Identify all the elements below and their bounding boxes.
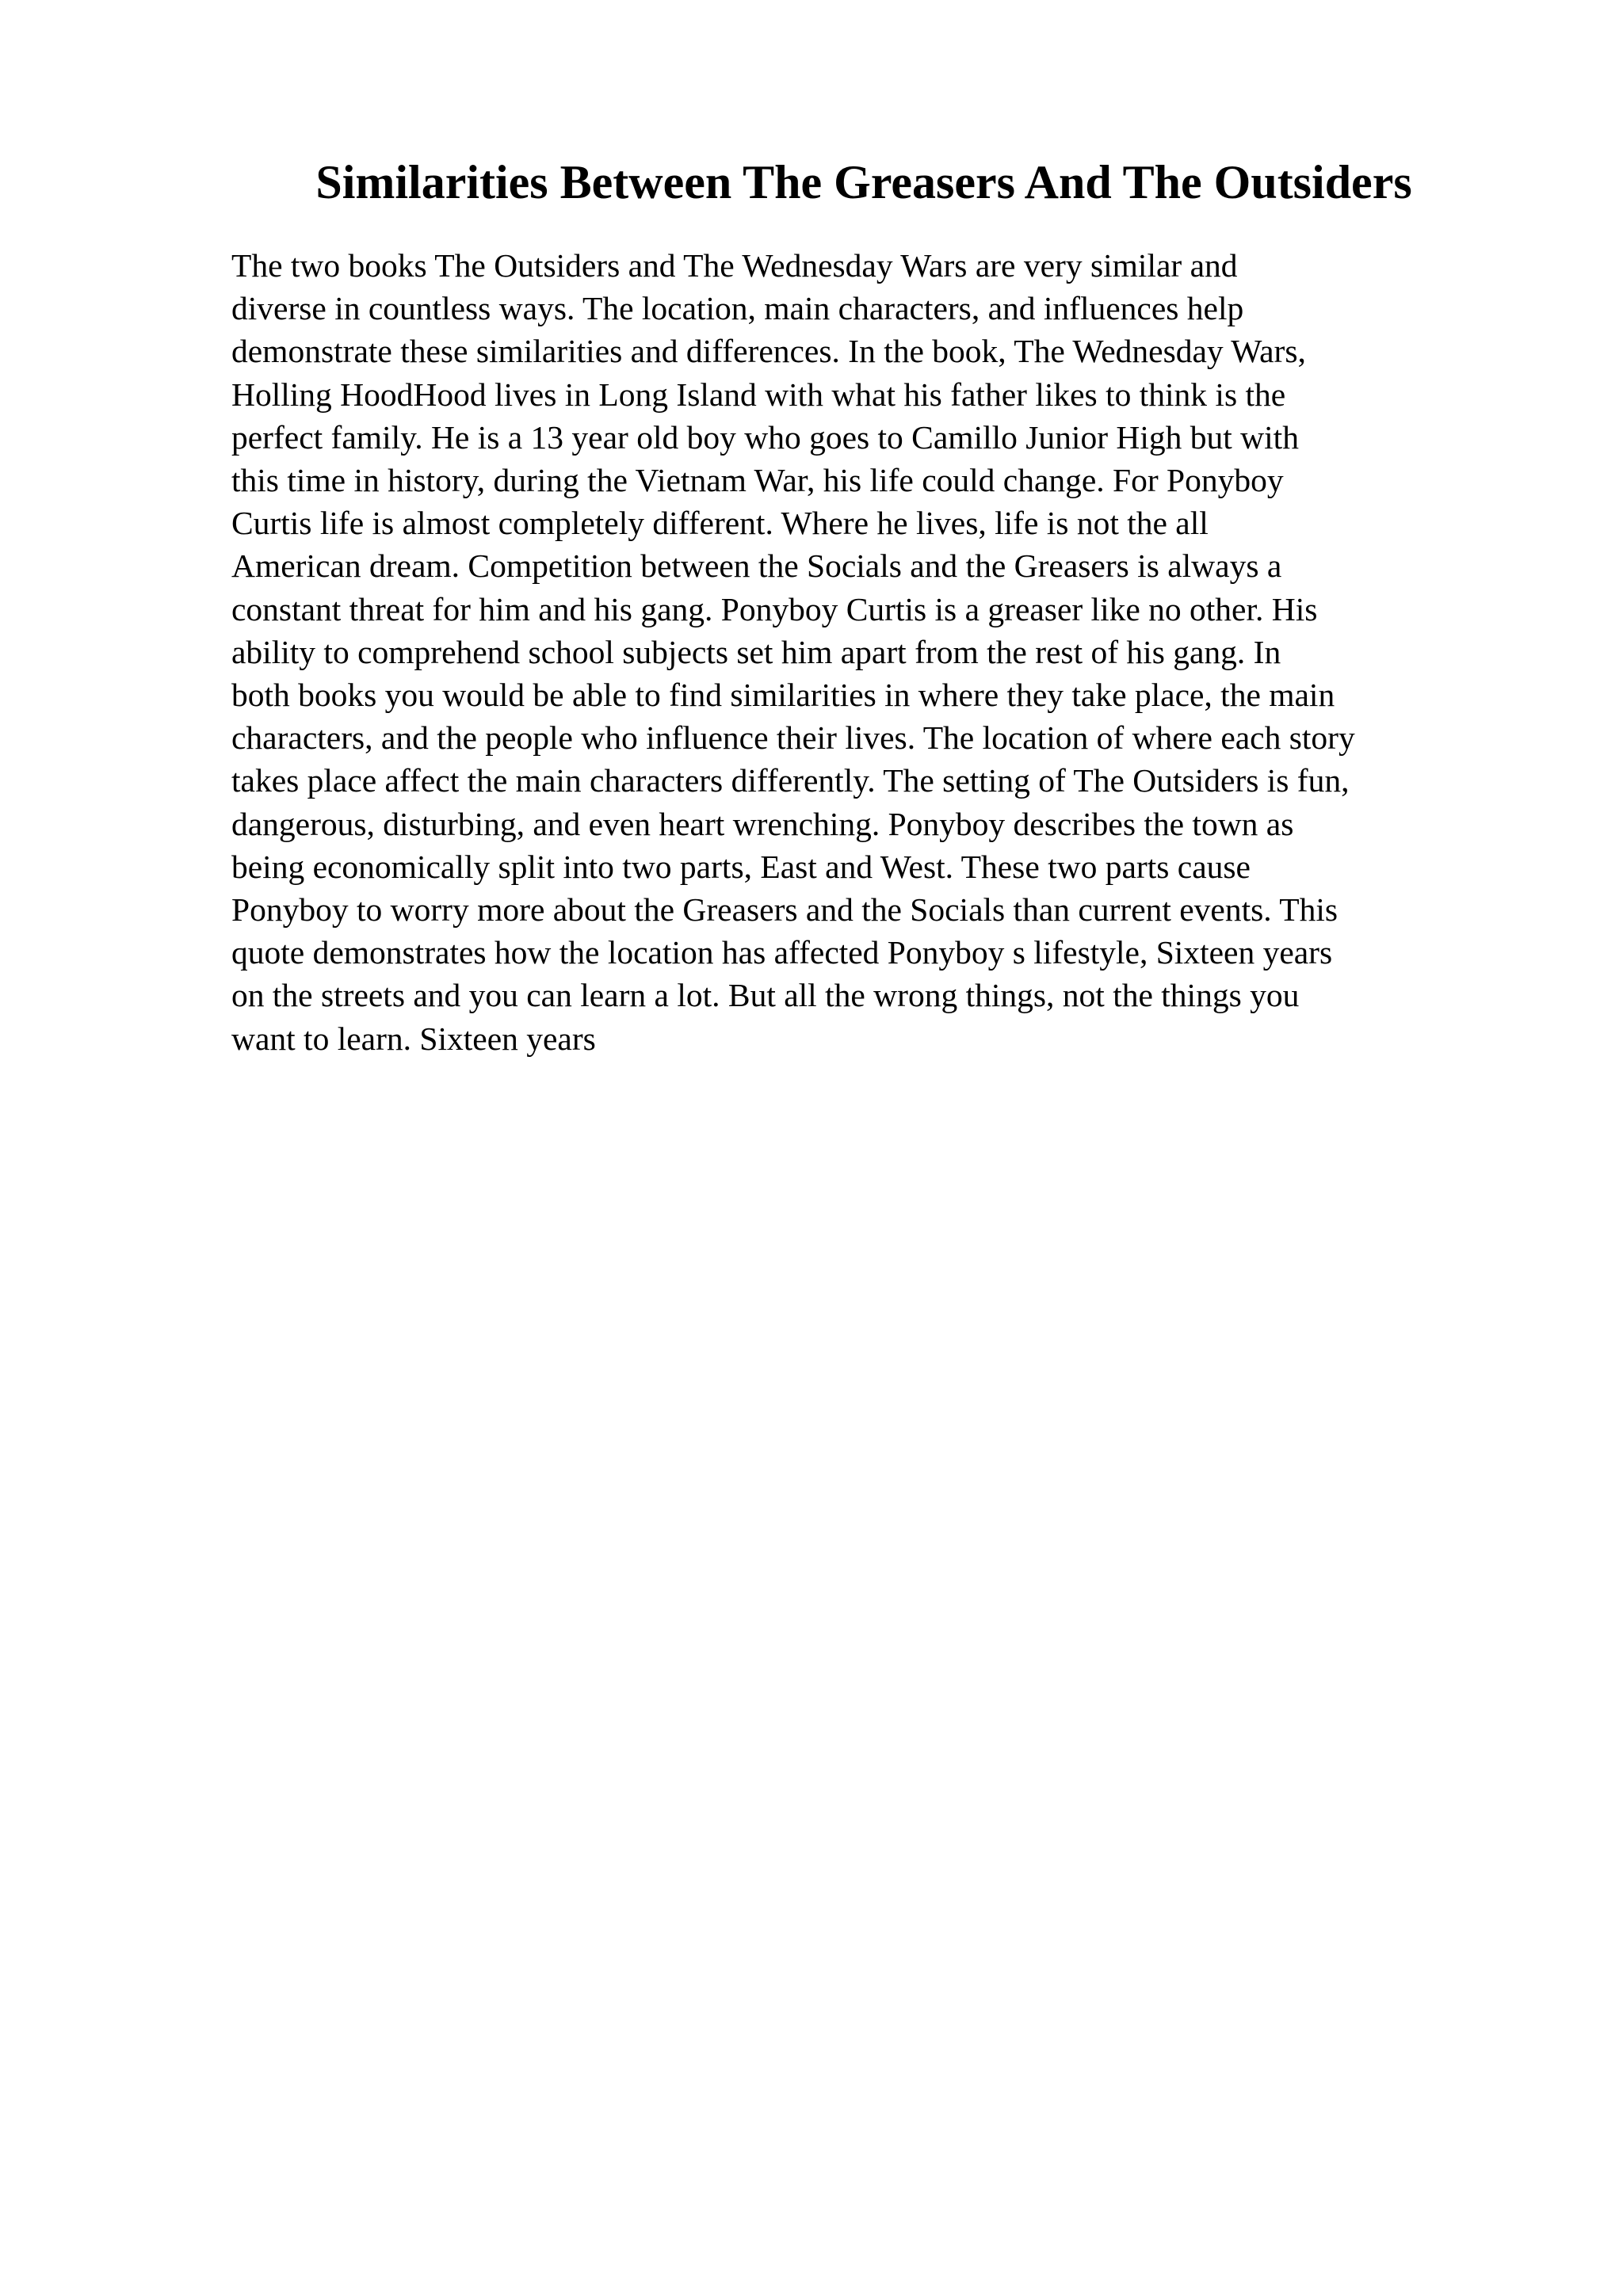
body-line: ability to comprehend school subjects set him apart from the rest of his gang. In (231, 633, 1281, 670)
body-line: constant threat for him and his gang. Ponyboy Curtis is a greaser like no other. His (231, 590, 1318, 627)
body-line: Curtis life is almost completely different. Where he lives, life is not the all (231, 505, 1209, 542)
body-line: The two books The Outsiders and The Wednesday Wars are very similar and (231, 247, 1238, 284)
body-line: demonstrate these similarities and differences. In the book, The Wednesday Wars, (231, 333, 1306, 370)
body-line: on the streets and you can learn a lot. But all the wrong things, not the things you (231, 977, 1300, 1014)
body-line: diverse in countless ways. The location, main characters, and influences help (231, 290, 1244, 327)
body-line: takes place affect the main characters differently. The setting of The Outsiders is fun, (231, 762, 1350, 799)
body-line: Holling HoodHood lives in Long Island with what his father likes to think is the (231, 376, 1286, 413)
document-body (231, 244, 1515, 1060)
body-line: American dream. Competition between the Socials and the Greasers is always a (231, 547, 1282, 585)
body-line: Ponyboy to worry more about the Greasers and the Socials than current events. This (231, 891, 1338, 929)
body-line: this time in history, during the Vietnam War, his life could change. For Ponyboy (231, 462, 1284, 499)
body-line: perfect family. He is a 13 year old boy who goes to Camillo Junior High but with (231, 418, 1299, 456)
body-line: want to learn. Sixteen years (231, 1020, 596, 1057)
document-title: Similarities Between The Greasers And The Outsiders (315, 156, 1412, 208)
body-line: being economically split into two parts, East and West. These two parts cause (231, 848, 1251, 885)
body-line: characters, and the people who influence their lives. The location of where each story (231, 719, 1355, 757)
body-line: both books you would be able to find similarities in where they take place, the main (231, 677, 1335, 714)
body-line: quote demonstrates how the location has affected Ponyboy s lifestyle, Sixteen years (231, 934, 1333, 971)
body-line: dangerous, disturbing, and even heart wrenching. Ponyboy describes the town as (231, 805, 1294, 842)
